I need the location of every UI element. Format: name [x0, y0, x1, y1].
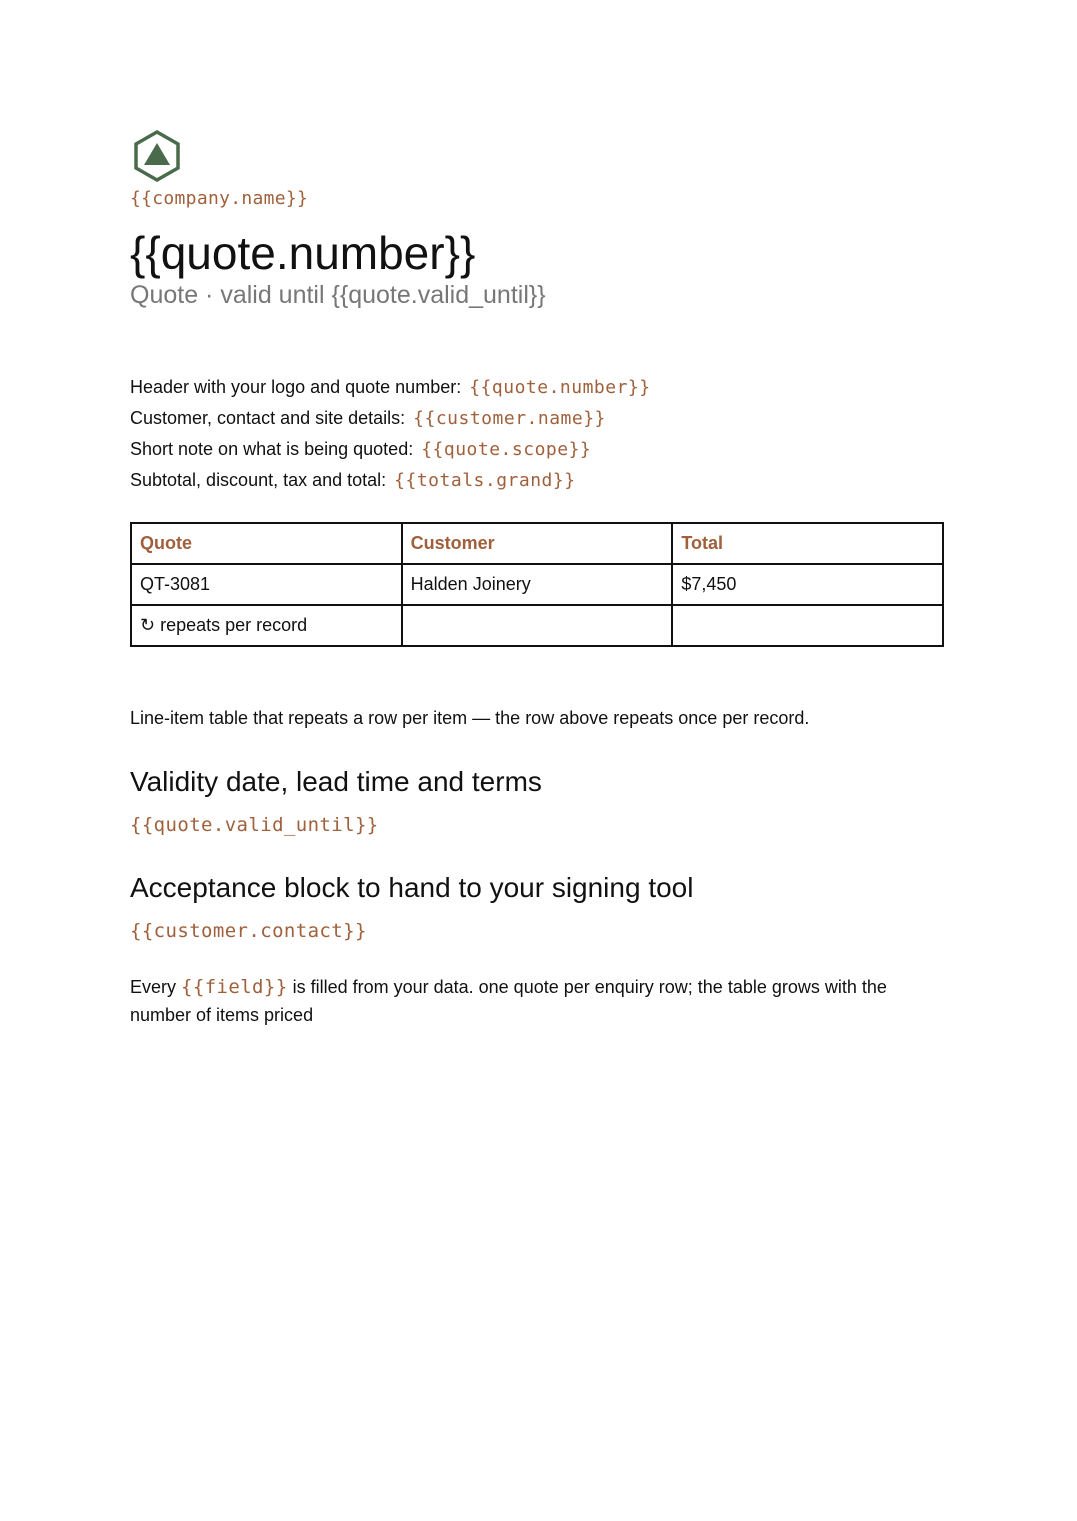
quote-table: [130, 522, 944, 647]
summary-field: {{customer.name}}: [413, 408, 606, 429]
footer-note: [130, 973, 945, 1029]
summary-list: [130, 372, 945, 496]
section-field-acceptance: {{customer.contact}}: [130, 920, 367, 942]
table-cell: QT-3081: [131, 564, 402, 605]
summary-label: Short note on what is being quoted:: [130, 439, 414, 459]
page-subtitle: Quote · valid until {{quote.valid_until}}: [130, 281, 546, 309]
footer-field: {{field}}: [181, 976, 288, 998]
footer-suffix: is filled from your data. one quote per enquiry row; the table grows with the number of items priced: [130, 977, 887, 1025]
repeat-marker-cell: ↻ repeats per record: [131, 605, 402, 646]
document-page: [130, 130, 945, 1029]
section-field-validity: {{quote.valid_until}}: [130, 814, 379, 836]
table-cell: [402, 605, 673, 646]
section-heading-acceptance: Acceptance block to hand to your signing tool: [130, 872, 694, 903]
summary-item: [130, 372, 945, 403]
page-title: {{quote.number}}: [130, 227, 476, 279]
summary-label: Customer, contact and site details:: [130, 408, 406, 428]
column-header-quote: Quote: [131, 523, 402, 564]
summary-label: Subtotal, discount, tax and total:: [130, 470, 387, 490]
summary-item: [130, 434, 945, 465]
summary-field: {{quote.number}}: [469, 377, 651, 398]
company-name-field: {{company.name}}: [130, 188, 309, 209]
summary-item: [130, 465, 945, 496]
table-cell: [672, 605, 943, 646]
triangle-hexagon-logo-icon: [132, 130, 182, 182]
column-header-total: Total: [672, 523, 943, 564]
table-note: Line-item table that repeats a row per item — the row above repeats once per record.: [130, 708, 810, 728]
summary-field: {{quote.scope}}: [421, 439, 592, 460]
summary-item: [130, 403, 945, 434]
column-header-customer: Customer: [402, 523, 673, 564]
table-cell: $7,450: [672, 564, 943, 605]
table-row: [131, 564, 943, 605]
footer-prefix: Every: [130, 977, 182, 997]
summary-label: Header with your logo and quote number:: [130, 377, 462, 397]
table-header-row: [131, 523, 943, 564]
section-heading-validity: Validity date, lead time and terms: [130, 766, 542, 797]
summary-field: {{totals.grand}}: [394, 470, 576, 491]
table-row: [131, 605, 943, 646]
table-cell: Halden Joinery: [402, 564, 673, 605]
